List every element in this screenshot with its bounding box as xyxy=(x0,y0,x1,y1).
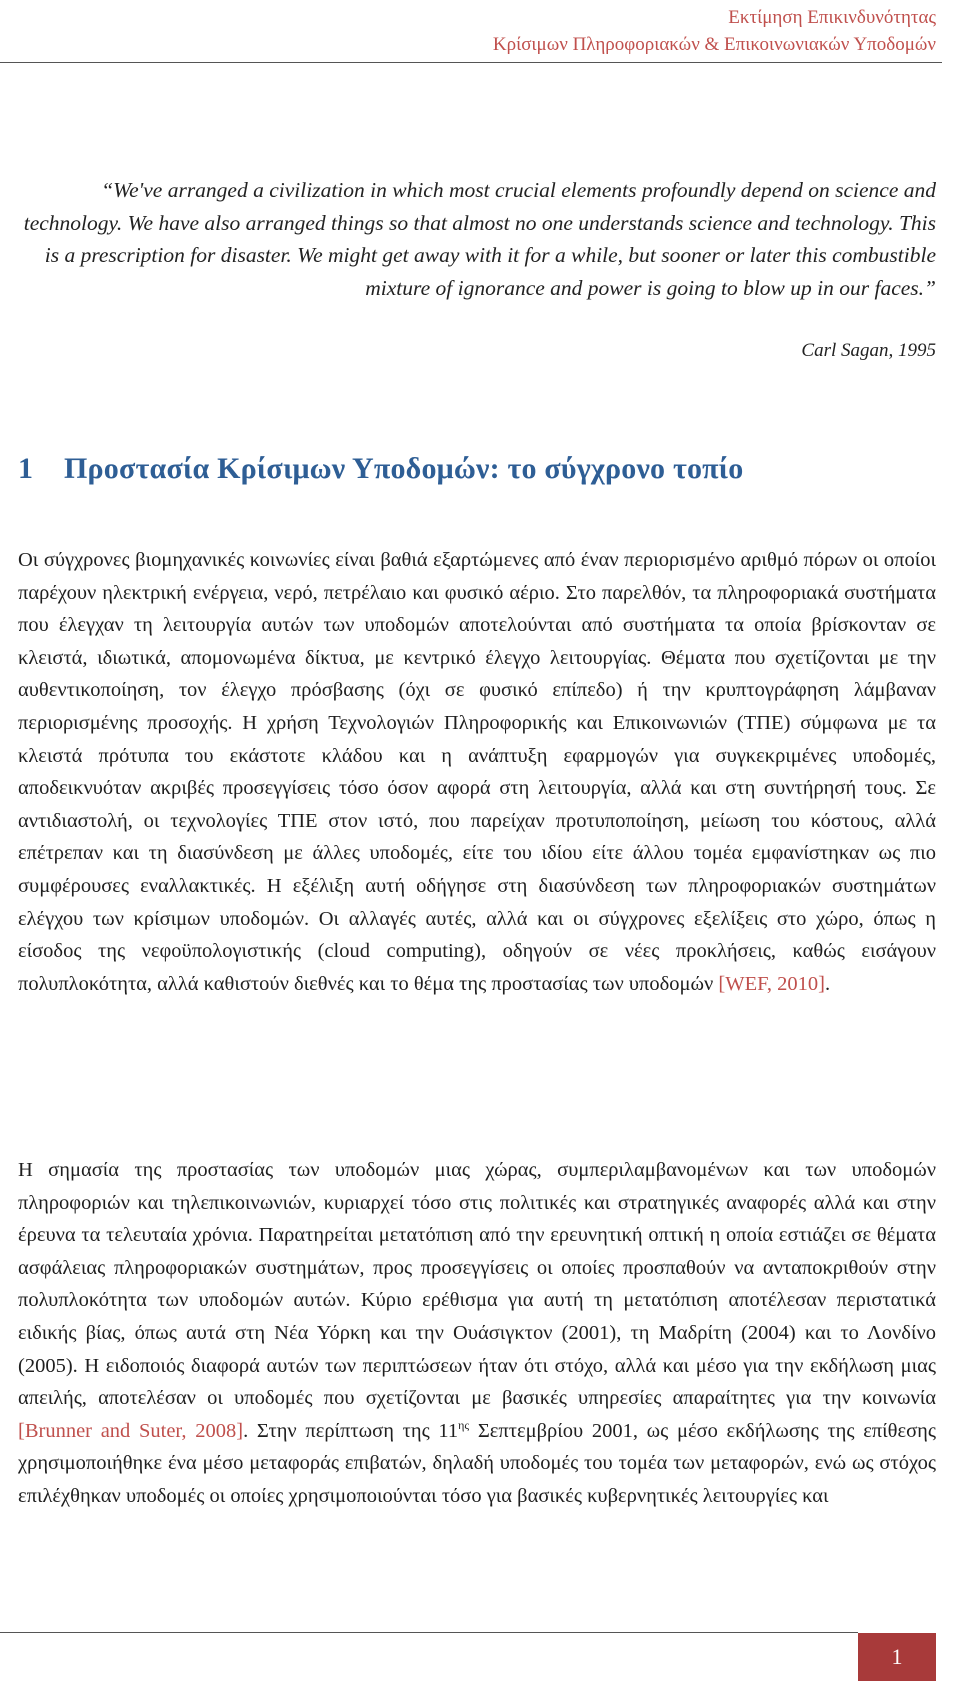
paragraph-1-text: Οι σύγχρονες βιομηχανικές κοινωνίες είναι βαθιά εξαρτώμενες από έναν περιορισμένο αριθμό πόρων οι οποίοι παρέχουν ηλεκτρική ενέργεια, νερό, πετρέλαιο και φυσικό αέριο. Στο παρελθόν, τα πληροφοριακά συστήματα που έλεγχαν τη λειτουργία αυτών των υποδομών αποτελούνται από συστήματα τα οποία βρίσκονταν σε κλειστά, ιδιωτικά, απομονωμένα δίκτυα, με κεντρικό έλεγχο λειτουργίας. Θέματα που σχετίζονται με την αυθεντικοποίηση, τον έλεγχο πρόσβασης (όχι σε φυσικό επίπεδο) ή την κρυπτογράφηση λάμβαναν περιορισμένης προσοχής. Η χρήση Τεχνολογιών Πληροφορικής και Επικοινωνιών (ΤΠΕ) σύμφωνα με τα κλειστά πρότυπα του εκάστοτε κλάδου και η ανάπτυξη εφαρμογών για συγκεκριμένες υποδομές, αποδεικνυόταν ακριβές προσεγγίσεις τόσο όσον αφορά στη λειτουργία, αλλά και στη συντήρησή τους. Σε αντιδιαστολή, οι τεχνολογίες ΤΠΕ στον ιστό, που παρείχαν προτυποποίηση, μείωση του κόστους, αλλά επέτρεπαν και τη διασύνδεση με άλλες υποδομές, είτε του ιδίου είτε άλλου τομέα εμφανίστηκαν ως πιο συμφέρουσες εναλλακτικές. Η εξέλιξη αυτή οδήγησε στη διασύνδεση των πληροφοριακών συστημάτων ελέγχου των κρίσιμων υποδομών. Οι αλλαγές αυτές, αλλά και οι σύγχρονες εξελίξεις στο χώρο, όπως η είσοδος της νεφοϋπολογιστικής (cloud computing), οδηγούν σε νέες προκλήσεις, καθώς εισάγουν πολυπλοκότητα, αλλά καθιστούν διεθνές και το θέμα της προστασίας των υποδομών xyxy=(18,549,936,995)
section-title: Προστασία Κρίσιμων Υποδομών: το σύγχρονο τοπίο xyxy=(64,452,744,485)
paragraph-2-text-c: Σεπτεμβρίου 2001, ως μέσο εκδήλωσης της επίθεσης χρησιμοποιήθηκε ένα μέσο μεταφοράς επιβατών, δηλαδή υποδομές του τομέα των μεταφορών, ενώ ως στόχος επιλέχθηκαν υποδομές οι οποίες χρησιμοποιούνται τόσο για βασικές κυβερνητικές λειτουργίες και xyxy=(18,1419,936,1507)
section-heading xyxy=(18,452,744,486)
epigraph-quote: “We've arranged a civilization in which most crucial elements profoundly depend on science and technology. We have also arranged things so that almost no one understands science and technology. This is a prescription for disaster. We might get away with it for a while, but sooner or later this combustible mixture of ignorance and power is going to blow up in our faces.” xyxy=(23,178,936,300)
section-number: 1 xyxy=(18,452,34,485)
body-paragraph-1 xyxy=(18,544,936,1000)
footer-divider xyxy=(0,1632,858,1633)
citation-brunner-suter-2008[interactable]: [Brunner and Suter, 2008] xyxy=(18,1419,244,1442)
ordinal-superscript: ης xyxy=(458,1417,470,1432)
body-paragraph-2 xyxy=(18,1154,936,1513)
paragraph-2-text-b: . Στην περίπτωση της 11 xyxy=(243,1419,459,1442)
epigraph-attribution: Carl Sagan, 1995 xyxy=(801,340,936,361)
running-header-line-2: Κρίσιμων Πληροφοριακών & Επικοινωνιακών Υποδομών xyxy=(492,34,936,55)
running-header xyxy=(493,4,936,58)
header-divider xyxy=(0,62,942,63)
running-header-line-1: Εκτίμηση Επικινδυνότητας xyxy=(728,7,936,28)
citation-wef-2010[interactable]: [WEF, 2010] xyxy=(718,972,825,995)
paragraph-2-text-a: Η σημασία της προστασίας των υποδομών μιας χώρας, συμπεριλαμβανομένων και των υποδομών πληροφοριών και τηλεπικοινωνιών, κυριαρχεί τόσο στις πολιτικές και στρατηγικές αναφορές αλλά και στην έρευνα τα τελευταία χρόνια. Παρατηρείται μετατόπιση από την ερευνητική οπτική η οποία εστιάζει σε θέματα ασφάλειας πληροφοριακών συστημάτων, προς προσεγγίσεις οι οποίες προσπαθούν να ανταποκριθούν στην πολυπλοκότητα των υποδομών αυτών. Κύριο ερέθισμα για αυτή τη μετατόπιση αποτέλεσαν περιστατικά ειδικής βίας, όπως αυτά στη Νέα Υόρκη και την Ουάσιγκτον (2001), τη Μαδρίτη (2004) και το Λονδίνο (2005). Η ειδοποιός διαφορά αυτών των περιπτώσεων ήταν ότι στόχο, αλλά και μέσο για την εκδήλωση μιας απειλής, αποτελέσαν οι υποδομές που σχετίζονται με βασικές υπηρεσίες απαραίτητες για την κοινωνία xyxy=(18,1159,936,1410)
paragraph-1-end: . xyxy=(824,972,831,995)
page-number: 1 xyxy=(858,1633,936,1681)
